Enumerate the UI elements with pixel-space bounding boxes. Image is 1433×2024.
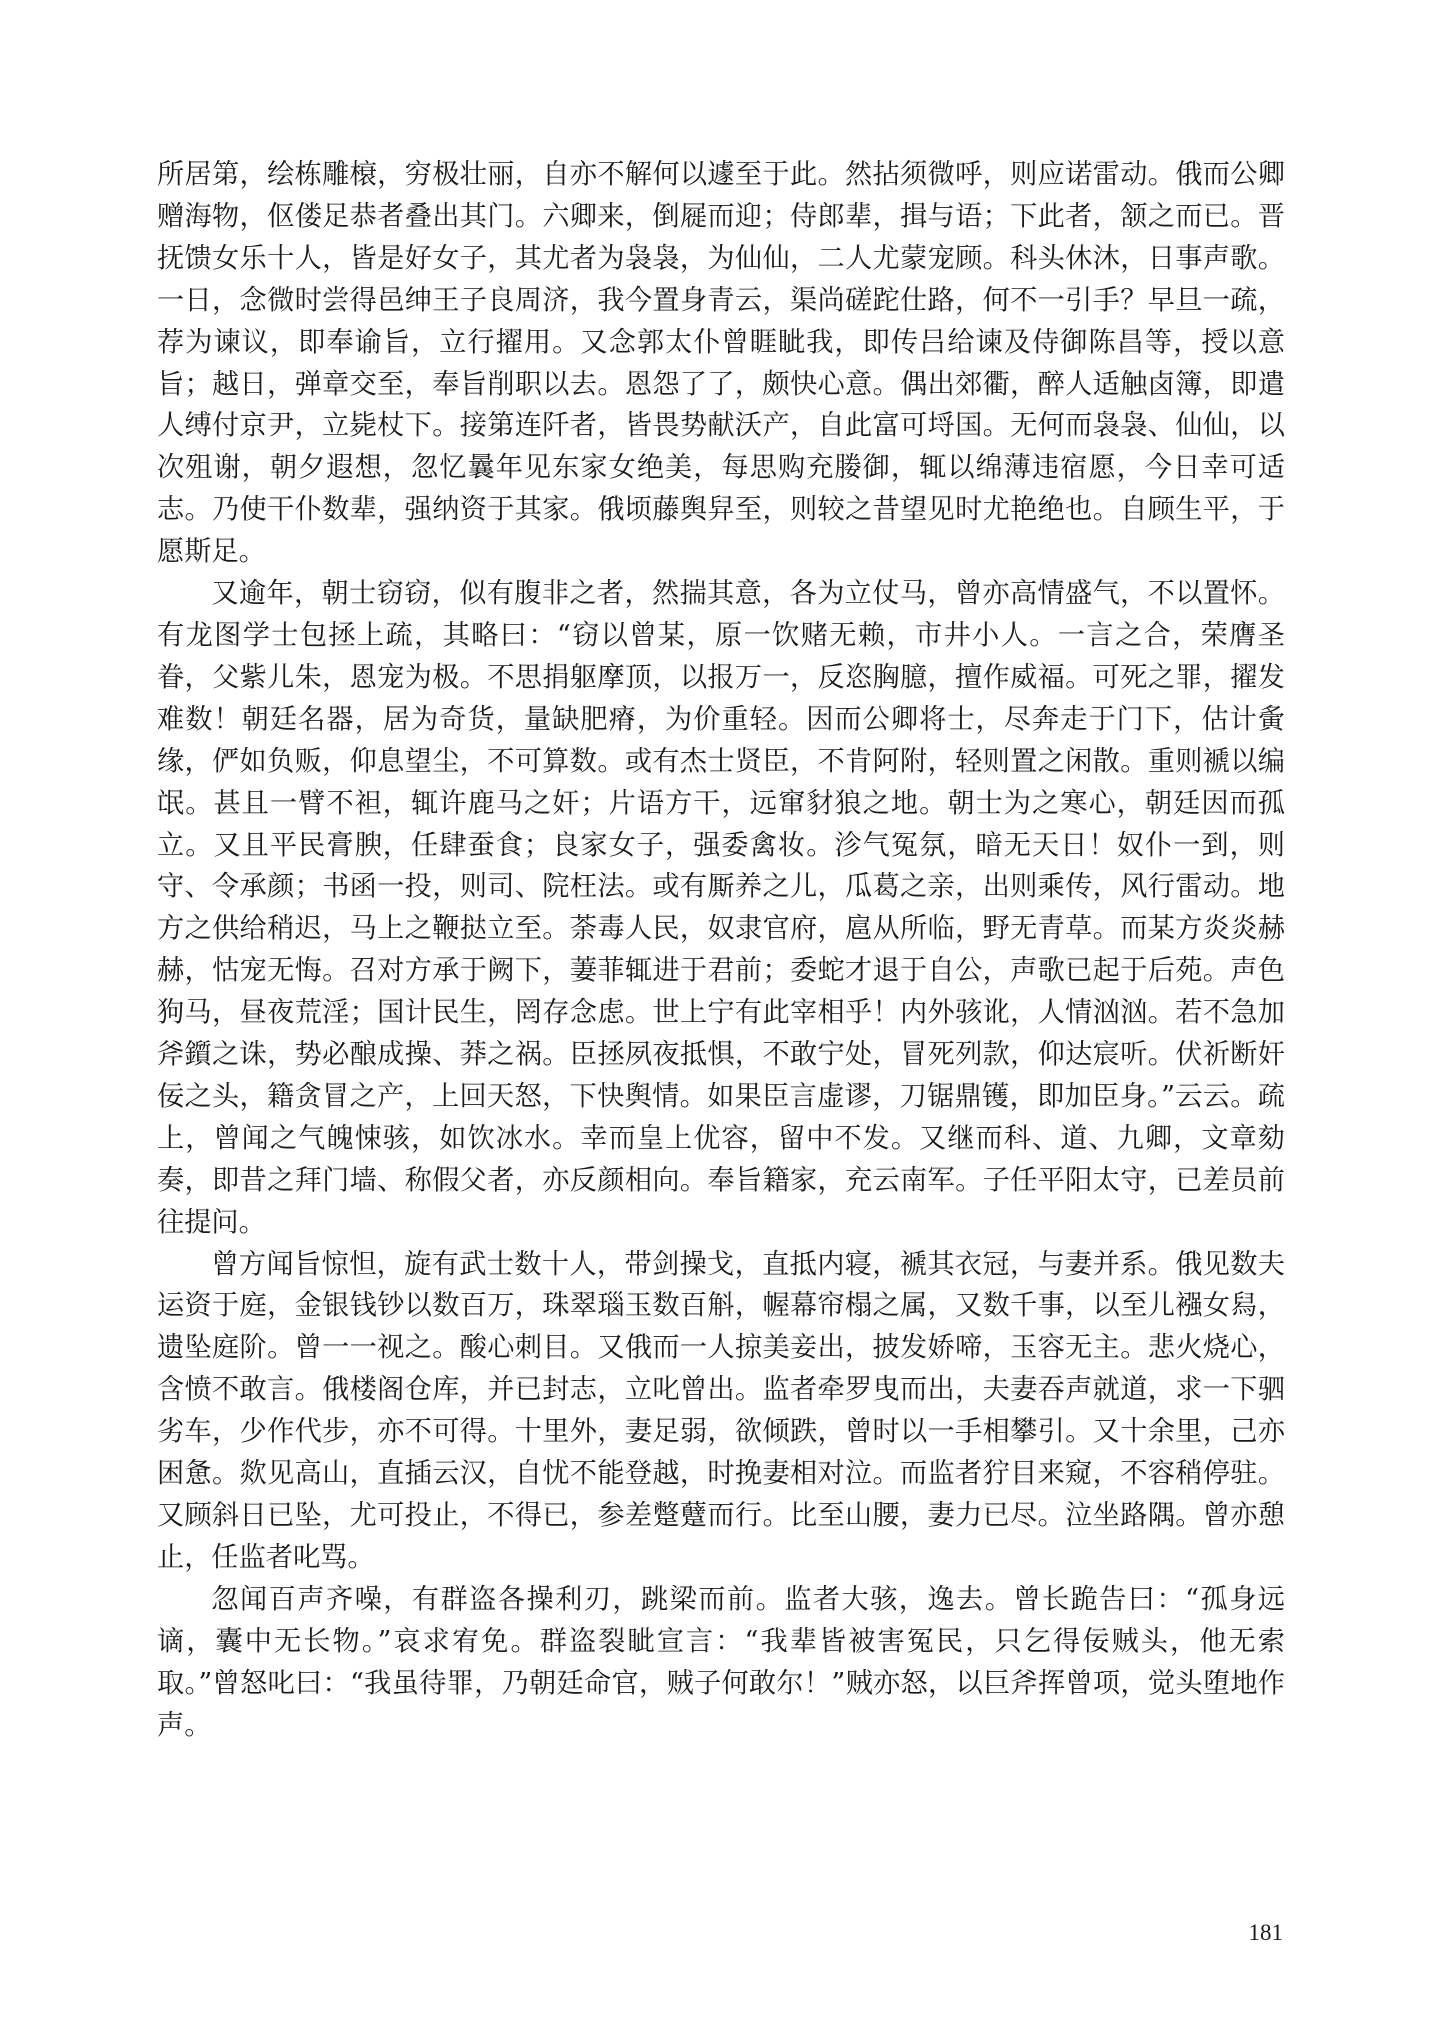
body-text <box>157 154 1285 1746</box>
paragraph-4: 忽闻百声齐噪，有群盗各操利刃，跳梁而前。监者大骇，逸去。曾长跪告曰：“孤身远谪，囊中无长物。”哀求宥免。群盗裂眦宣言：“我辈皆被害冤民，只乞得佞贼头，他无索取。”曾怒叱曰：“我虽待罪，乃朝廷命官，贼子何敢尔！”贼亦怒，以巨斧挥曾项，觉头堕地作声。 <box>157 1583 1285 1741</box>
page-number: 181 <box>1248 1920 1283 1945</box>
paragraph-1: 所居第，绘栋雕榱，穷极壮丽，自亦不解何以遽至于此。然拈须微呼，则应诺雷动。俄而公卿赠海物，伛偻足恭者叠出其门。六卿来，倒屣而迎；侍郎辈，揖与语；下此者，颔之而已。晋抚馈女乐十人，皆是好女子，其尤者为袅袅，为仙仙，二人尤蒙宠顾。科头休沐，日事声歌。一日，念微时尝得邑绅王子良周济，我今置身青云，渠尚磋跎仕路，何不一引手？早旦一疏，荐为谏议，即奉谕旨，立行擢用。又念郭太仆曾睚眦我，即传吕给谏及侍御陈昌等，授以意旨；越日，弹章交至，奉旨削职以去。恩怨了了，颇快心意。偶出郊衢，醉人适触卤簿，即遣人缚付京尹，立毙杖下。接第连阡者，皆畏势献沃产，自此富可埒国。无何而袅袅、仙仙，以次殂谢，朝夕遐想，忽忆曩年见东家女绝美，每思购充媵御，辄以绵薄违宿愿，今日幸可适志。乃使干仆数辈，强纳资于其家。俄顷藤舆舁至，则较之昔望见时尤艳绝也。自顾生平，于愿斯足。 <box>157 159 1285 568</box>
paragraph-3: 曾方闻旨惊怛，旋有武士数十人，带剑操戈，直抵内寝，褫其衣冠，与妻并系。俄见数夫运资于庭，金银钱钞以数百万，珠翠瑙玉数百斛，幄幕帘榻之属，又数千事，以至儿襁女舄，遗坠庭阶。曾一一视之。酸心刺目。又俄而一人掠美妾出，披发娇啼，玉容无主。悲火烧心，含愤不敢言。俄楼阁仓库，并已封志，立叱曾出。监者牵罗曳而出，夫妻吞声就道，求一下驷劣车，少作代步，亦不可得。十里外，妻足弱，欲倾跌，曾时以一手相攀引。又十余里，己亦困惫。欻见高山，直插云汉，自忧不能登越，时挽妻相对泣。而监者狞目来窥，不容稍停驻。又顾斜日已坠，尤可投止，不得已，参差蹩躠而行。比至山腰，妻力已尽。泣坐路隅。曾亦憩止，任监者叱骂。 <box>157 1248 1285 1573</box>
paragraph-2: 又逾年，朝士窃窃，似有腹非之者，然揣其意，各为立仗马，曾亦高情盛气，不以置怀。有龙图学士包拯上疏，其略曰：“窃以曾某，原一饮赌无赖，市井小人。一言之合，荣膺圣眷，父紫儿朱，恩宠为极。不思捐躯摩顶，以报万一，反恣胸臆，擅作威福。可死之罪，擢发难数！朝廷名器，居为奇货，量缺肥瘠，为价重轻。因而公卿将士，尽奔走于门下，估计夤缘，俨如负贩，仰息望尘，不可算数。或有杰士贤臣，不肯阿附，轻则置之闲散。重则褫以编氓。甚且一臂不袒，辄许鹿马之奸；片语方干，远窜豺狼之地。朝士为之寒心，朝廷因而孤立。又且平民膏腴，任肆蚕食；良家女子，强委禽妆。沴气冤氛，暗无天日！奴仆一到，则守、令承颜；书函一投，则司、院枉法。或有厮养之儿，瓜葛之亲，出则乘传，风行雷动。地方之供给稍迟，马上之鞭挞立至。荼毒人民，奴隶官府，扈从所临，野无青草。而某方炎炎赫赫，怙宠无悔。召对方承于阙下，萋菲辄进于君前；委蛇才退于自公，声歌已起于后苑。声色狗马，昼夜荒淫；国计民生，罔存念虑。世上宁有此宰相乎！内外骇讹，人情汹汹。若不急加斧鑕之诛，势必酿成操、莽之祸。臣拯夙夜抵惧，不敢宁处，冒死列款，仰达宸听。伏祈断奸佞之头，籍贪冒之产，上回天怒，下快舆情。如果臣言虚谬，刀锯鼎镬，即加臣身。”云云。疏上，曾闻之气魄悚骇，如饮冰水。幸而皇上优容，留中不发。又继而科、道、九卿，文章劾奏，即昔之拜门墙、称假父者，亦反颜相向。奉旨籍家，充云南军。子任平阳太守，已差员前往提问。 <box>157 578 1285 1238</box>
